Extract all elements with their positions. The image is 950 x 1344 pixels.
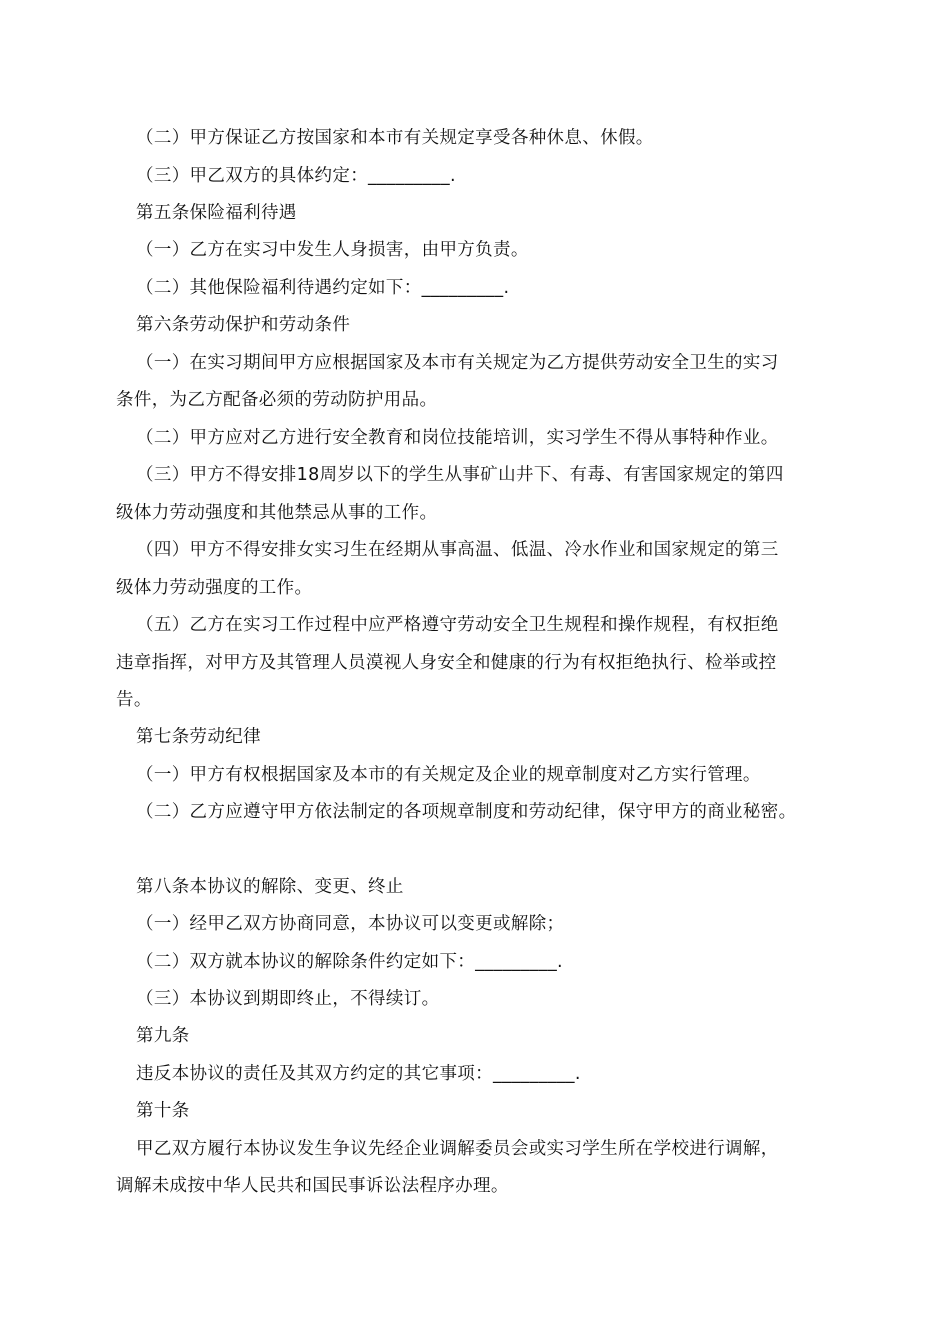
text-line: 级体力劳动强度的工作。 — [116, 578, 313, 598]
section-heading: 第九条 — [136, 1026, 190, 1046]
text-line: （一）在实习期间甲方应根据国家及本市有关规定为乙方提供劳动安全卫生的实习 — [136, 353, 779, 373]
text-line: （三）本协议到期即终止，不得续订。 — [136, 989, 440, 1009]
text-line: （三）甲方不得安排18周岁以下的学生从事矿山井下、有毒、有害国家规定的第四 — [136, 465, 784, 485]
section-heading: 第七条劳动纪律 — [136, 727, 261, 747]
text-line: 告。 — [116, 690, 152, 710]
section-heading: 第五条保险福利待遇 — [136, 203, 297, 223]
text-line: 级体力劳动强度和其他禁忌从事的工作。 — [116, 503, 438, 523]
text-line: （一）乙方在实习中发生人身损害，由甲方负责。 — [136, 240, 529, 260]
text-line: （二）双方就本协议的解除条件约定如下：_________. — [136, 952, 563, 972]
text-line: （五）乙方在实习工作过程中应严格遵守劳动安全卫生规程和操作规程，有权拒绝 — [136, 615, 779, 635]
text-line: 违反本协议的责任及其双方约定的其它事项：_________. — [136, 1064, 581, 1084]
text-line: （二）甲方应对乙方进行安全教育和岗位技能培训，实习学生不得从事特种作业。 — [136, 428, 779, 448]
text-line: 调解未成按中华人民共和国民事诉讼法程序办理。 — [116, 1176, 509, 1196]
text-line: （一）甲方有权根据国家及本市的有关规定及企业的规章制度对乙方实行管理。 — [136, 765, 761, 785]
text-line: 甲乙双方履行本协议发生争议先经企业调解委员会或实习学生所在学校进行调解， — [136, 1139, 779, 1159]
section-heading: 第六条劳动保护和劳动条件 — [136, 315, 351, 335]
text-line: （二）甲方保证乙方按国家和本市有关规定享受各种休息、休假。 — [136, 128, 654, 148]
text-line: （二）乙方应遵守甲方依法制定的各项规章制度和劳动纪律，保守甲方的商业秘密。 — [136, 802, 797, 822]
text-line: （四）甲方不得安排女实习生在经期从事高温、低温、冷水作业和国家规定的第三 — [136, 540, 779, 560]
text-line: （三）甲乙双方的具体约定：_________. — [136, 166, 456, 186]
text-line: 违章指挥，对甲方及其管理人员漠视人身安全和健康的行为有权拒绝执行、检举或控 — [116, 653, 777, 673]
section-heading: 第八条本协议的解除、变更、终止 — [136, 877, 404, 897]
text-line: （一）经甲乙双方协商同意，本协议可以变更或解除； — [136, 914, 565, 934]
text-line: 条件，为乙方配备必须的劳动防护用品。 — [116, 390, 438, 410]
section-heading: 第十条 — [136, 1101, 190, 1121]
text-line: （二）其他保险福利待遇约定如下：_________. — [136, 278, 510, 298]
